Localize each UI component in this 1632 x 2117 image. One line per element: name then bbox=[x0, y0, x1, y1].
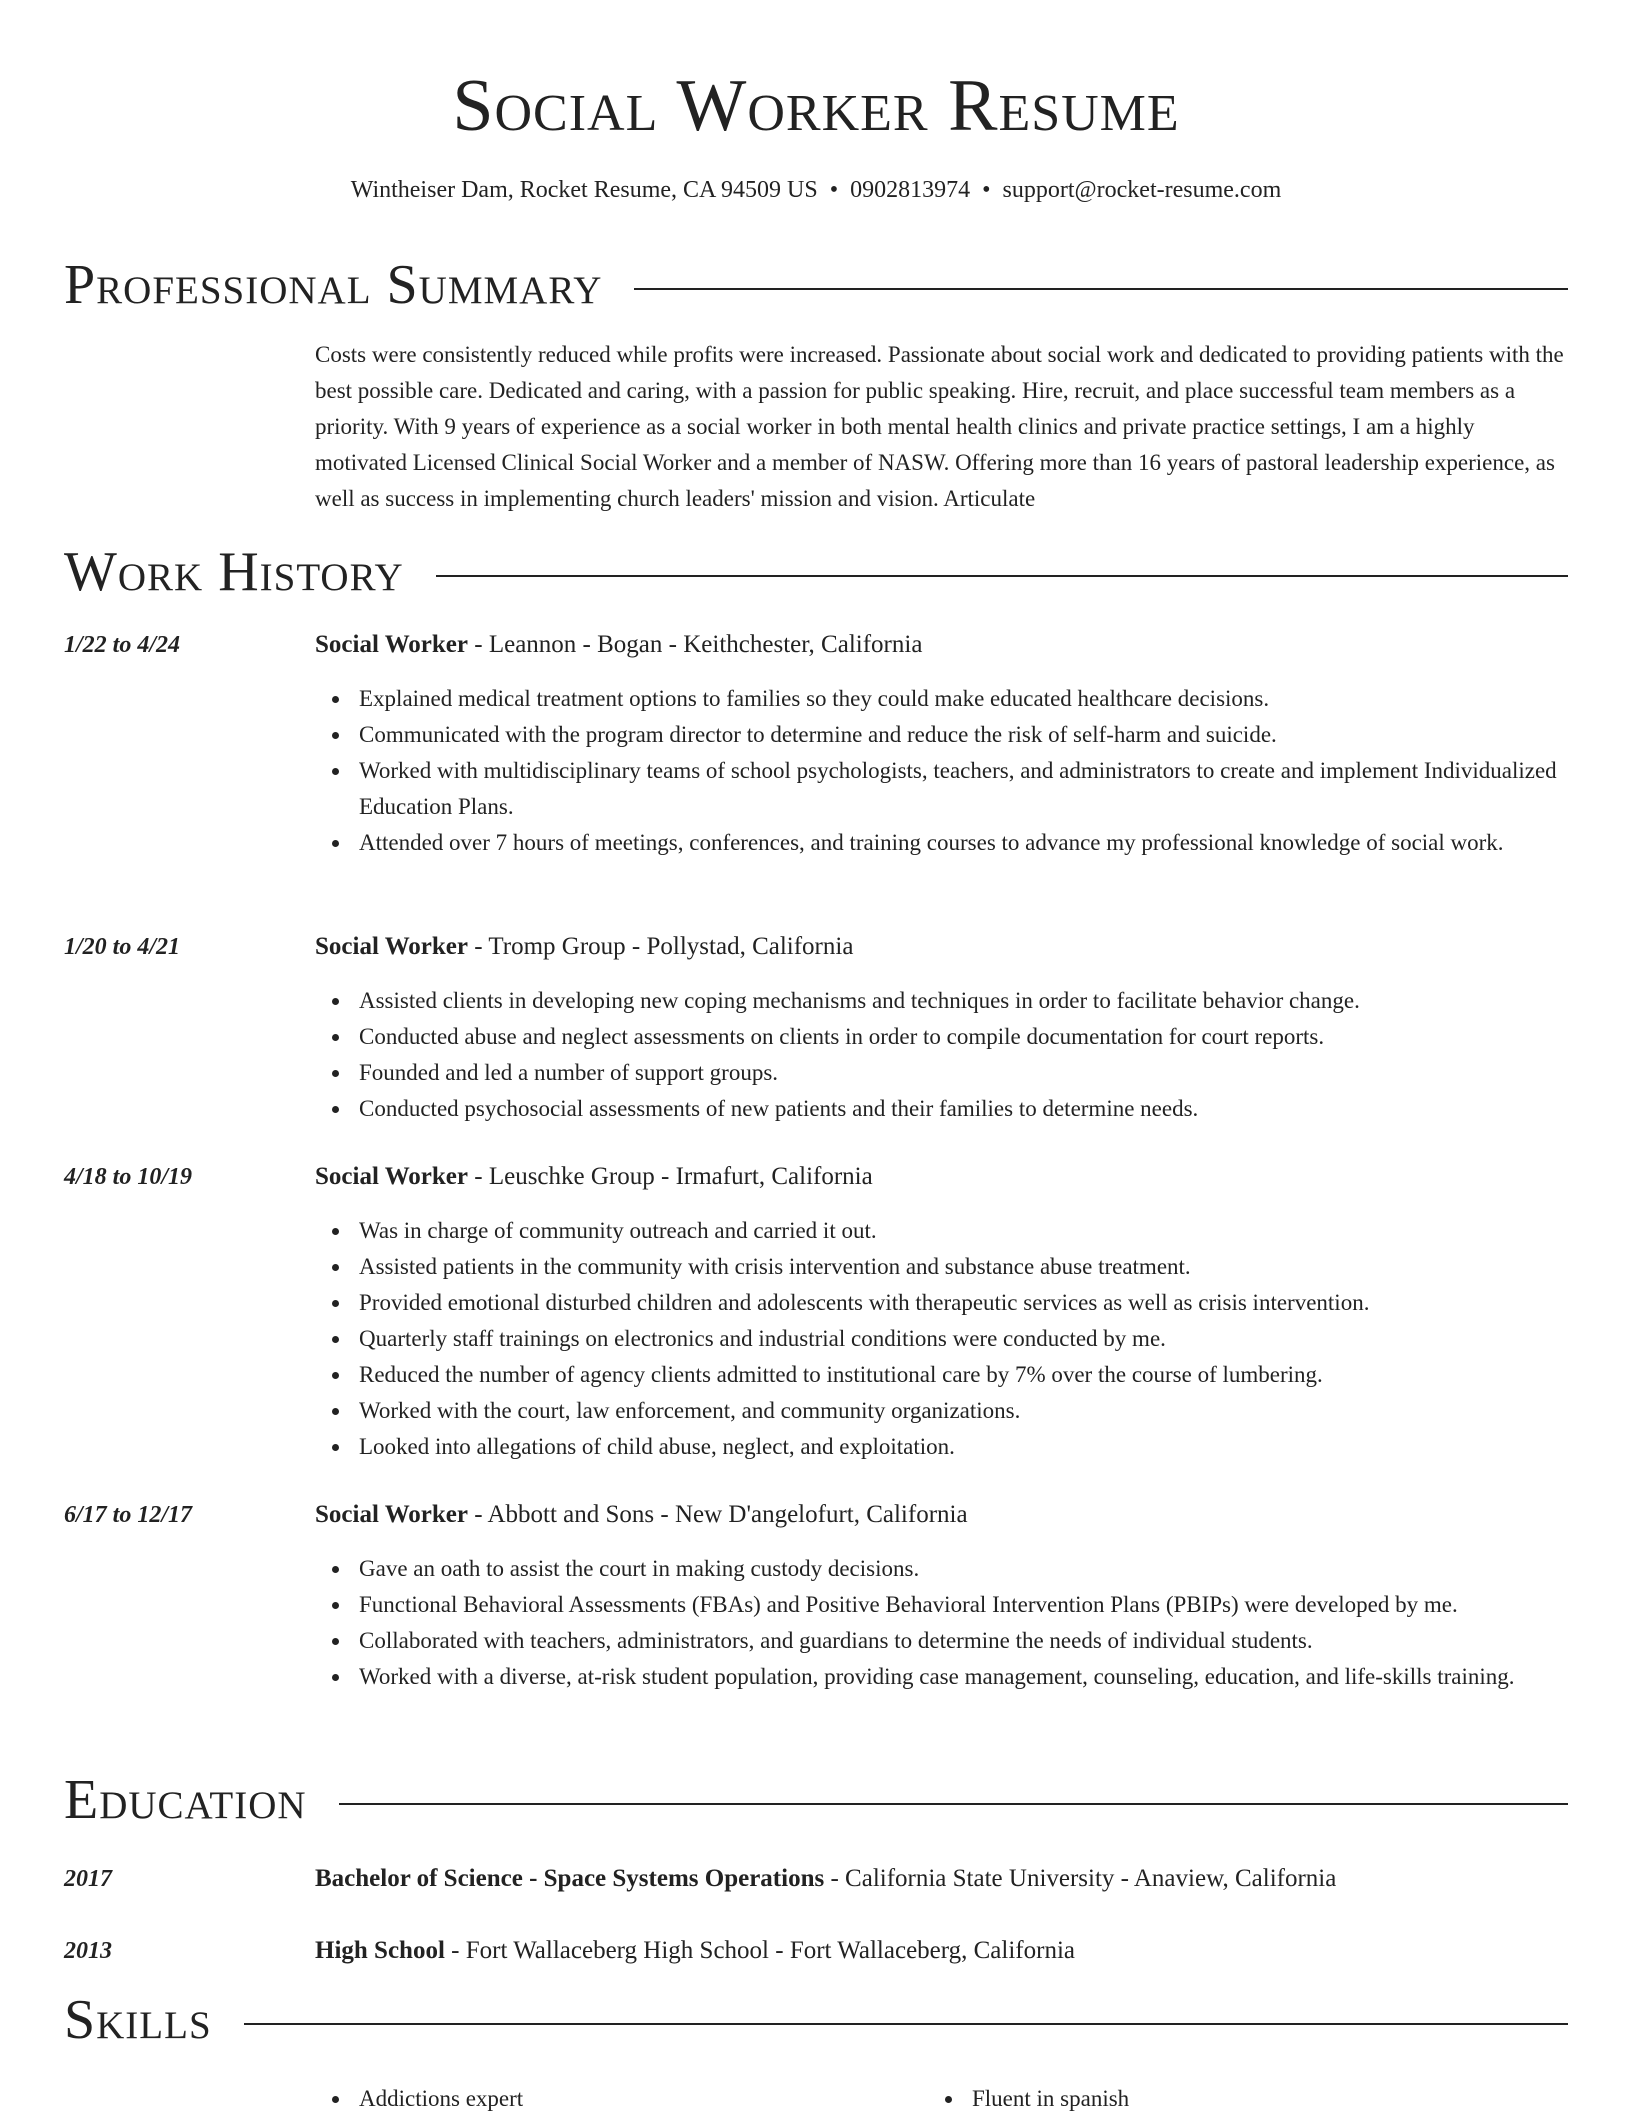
education-line bbox=[315, 1933, 1568, 1969]
job-bullet: Communicated with the program director to determine and reduce the risk of self-harm and suicide. bbox=[315, 717, 1568, 753]
section-divider bbox=[339, 1803, 1568, 1805]
job-details: - Leuschke Group - Irmafurt, California bbox=[468, 1163, 873, 1190]
job-dates: 6/17 to 12/17 bbox=[64, 1502, 193, 1528]
job-bullet: Attended over 7 hours of meetings, conferences, and training courses to advance my professional knowledge of social work. bbox=[315, 825, 1568, 861]
job-bullet: Gave an oath to assist the court in making custody decisions. bbox=[315, 1551, 1568, 1587]
job-heading bbox=[315, 1497, 1568, 1533]
job-heading bbox=[315, 627, 1568, 663]
job-bullet: Looked into allegations of child abuse, neglect, and exploitation. bbox=[315, 1429, 1568, 1465]
job-bullet: Provided emotional disturbed children and adolescents with therapeutic services as well as crisis intervention. bbox=[315, 1285, 1568, 1321]
contact-email: support@rocket-resume.com bbox=[1002, 177, 1282, 203]
job-bullet: Quarterly staff trainings on electronics and industrial conditions were conducted by me. bbox=[315, 1321, 1568, 1357]
education-details: - Fort Wallaceberg High School - Fort Wallaceberg, California bbox=[444, 1937, 1075, 1964]
job-dates: 4/18 to 10/19 bbox=[64, 1164, 193, 1190]
contact-separator: • bbox=[982, 177, 991, 203]
job-bullet: Explained medical treatment options to families so they could make educated healthcare decisions. bbox=[315, 681, 1568, 717]
contact-separator: • bbox=[829, 177, 839, 203]
job-bullet: Reduced the number of agency clients admitted to institutional care by 7% over the course of lumbering. bbox=[315, 1357, 1568, 1393]
job-bullet: Conducted psychosocial assessments of new patients and their families to determine needs. bbox=[315, 1091, 1568, 1127]
job-bullet: Assisted clients in developing new coping mechanisms and techniques in order to facilitate behavior change. bbox=[315, 983, 1568, 1019]
job-bullet: Worked with the court, law enforcement, and community organizations. bbox=[315, 1393, 1568, 1429]
job-details: - Tromp Group - Pollystad, California bbox=[468, 933, 854, 960]
contact-line bbox=[0, 172, 1632, 208]
contact-address: Wintheiser Dam, Rocket Resume, CA 94509 US bbox=[350, 177, 818, 203]
job-dates: 1/20 to 4/21 bbox=[64, 934, 181, 960]
job-bullet: Worked with a diverse, at-risk student population, providing case management, counseling, education, and life-skills training. bbox=[315, 1659, 1568, 1695]
job-bullets bbox=[315, 983, 1568, 1127]
section-title-education: Education bbox=[64, 1769, 307, 1831]
section-divider bbox=[244, 2023, 1568, 2025]
job-bullets bbox=[315, 1551, 1568, 1695]
job-bullets bbox=[315, 681, 1568, 861]
job-bullet: Worked with multidisciplinary teams of school psychologists, teachers, and administrators to create and implement Individualized Education Plans. bbox=[315, 753, 1568, 825]
job-details: - Leannon - Bogan - Keithchester, California bbox=[468, 631, 923, 658]
section-header-skills bbox=[64, 1988, 1568, 2052]
job-bullets bbox=[315, 1213, 1568, 1465]
job-bullet: Functional Behavioral Assessments (FBAs) and Positive Behavioral Intervention Plans (PBIPs) were developed by me. bbox=[315, 1587, 1568, 1623]
skill-item: Fluent in spanish bbox=[928, 2081, 1129, 2117]
section-header-education bbox=[64, 1768, 1568, 1832]
education-details: - California State University - Anaview, California bbox=[824, 1865, 1337, 1892]
job-bullet: Founded and led a number of support groups. bbox=[315, 1055, 1568, 1091]
job-heading bbox=[315, 1159, 1568, 1195]
job-bullet: Collaborated with teachers, administrators, and guardians to determine the needs of individual students. bbox=[315, 1623, 1568, 1659]
section-title-summary: Professional Summary bbox=[64, 254, 603, 316]
job-details: - Abbott and Sons - New D'angelofurt, California bbox=[468, 1501, 968, 1528]
job-title: Social Worker bbox=[315, 1163, 469, 1190]
education-year: 2017 bbox=[64, 1866, 112, 1892]
section-header-summary bbox=[64, 253, 1568, 317]
section-title-work: Work History bbox=[64, 541, 404, 603]
job-title: Social Worker bbox=[315, 631, 469, 658]
education-year: 2013 bbox=[64, 1938, 112, 1964]
job-title: Social Worker bbox=[315, 933, 469, 960]
section-title-skills: Skills bbox=[64, 1989, 212, 2051]
section-divider bbox=[634, 288, 1568, 290]
section-divider bbox=[436, 575, 1568, 577]
job-bullet: Conducted abuse and neglect assessments on clients in order to compile documentation for court reports. bbox=[315, 1019, 1568, 1055]
job-title: Social Worker bbox=[315, 1501, 469, 1528]
resume-title: Social Worker Resume bbox=[452, 65, 1180, 147]
education-degree: High School bbox=[315, 1937, 445, 1964]
job-bullet: Was in charge of community outreach and carried it out. bbox=[315, 1213, 1568, 1249]
job-bullet: Assisted patients in the community with crisis intervention and substance abuse treatment. bbox=[315, 1249, 1568, 1285]
skill-item: Addictions expert bbox=[315, 2081, 523, 2117]
job-heading bbox=[315, 929, 1568, 965]
education-degree: Bachelor of Science - Space Systems Operations bbox=[315, 1865, 825, 1892]
section-header-work bbox=[64, 540, 1568, 604]
summary-text: Costs were consistently reduced while profits were increased. Passionate about social work and dedicated to providing patients with the best possible care. Dedicated and caring, with a passion for public speaking. Hire, recruit, and place successful team members as a priority. With 9 years of experience as a social worker in both mental health clinics and private practice settings, I am a highly motivated Licensed Clinical Social Worker and a member of NASW. Offering more than 16 years of pastoral leadership experience, as well as success in implementing church leaders' mission and vision. Articulate bbox=[315, 342, 1564, 511]
education-line bbox=[315, 1861, 1568, 1897]
contact-phone: 0902813974 bbox=[850, 177, 971, 203]
job-dates: 1/22 to 4/24 bbox=[64, 632, 181, 658]
